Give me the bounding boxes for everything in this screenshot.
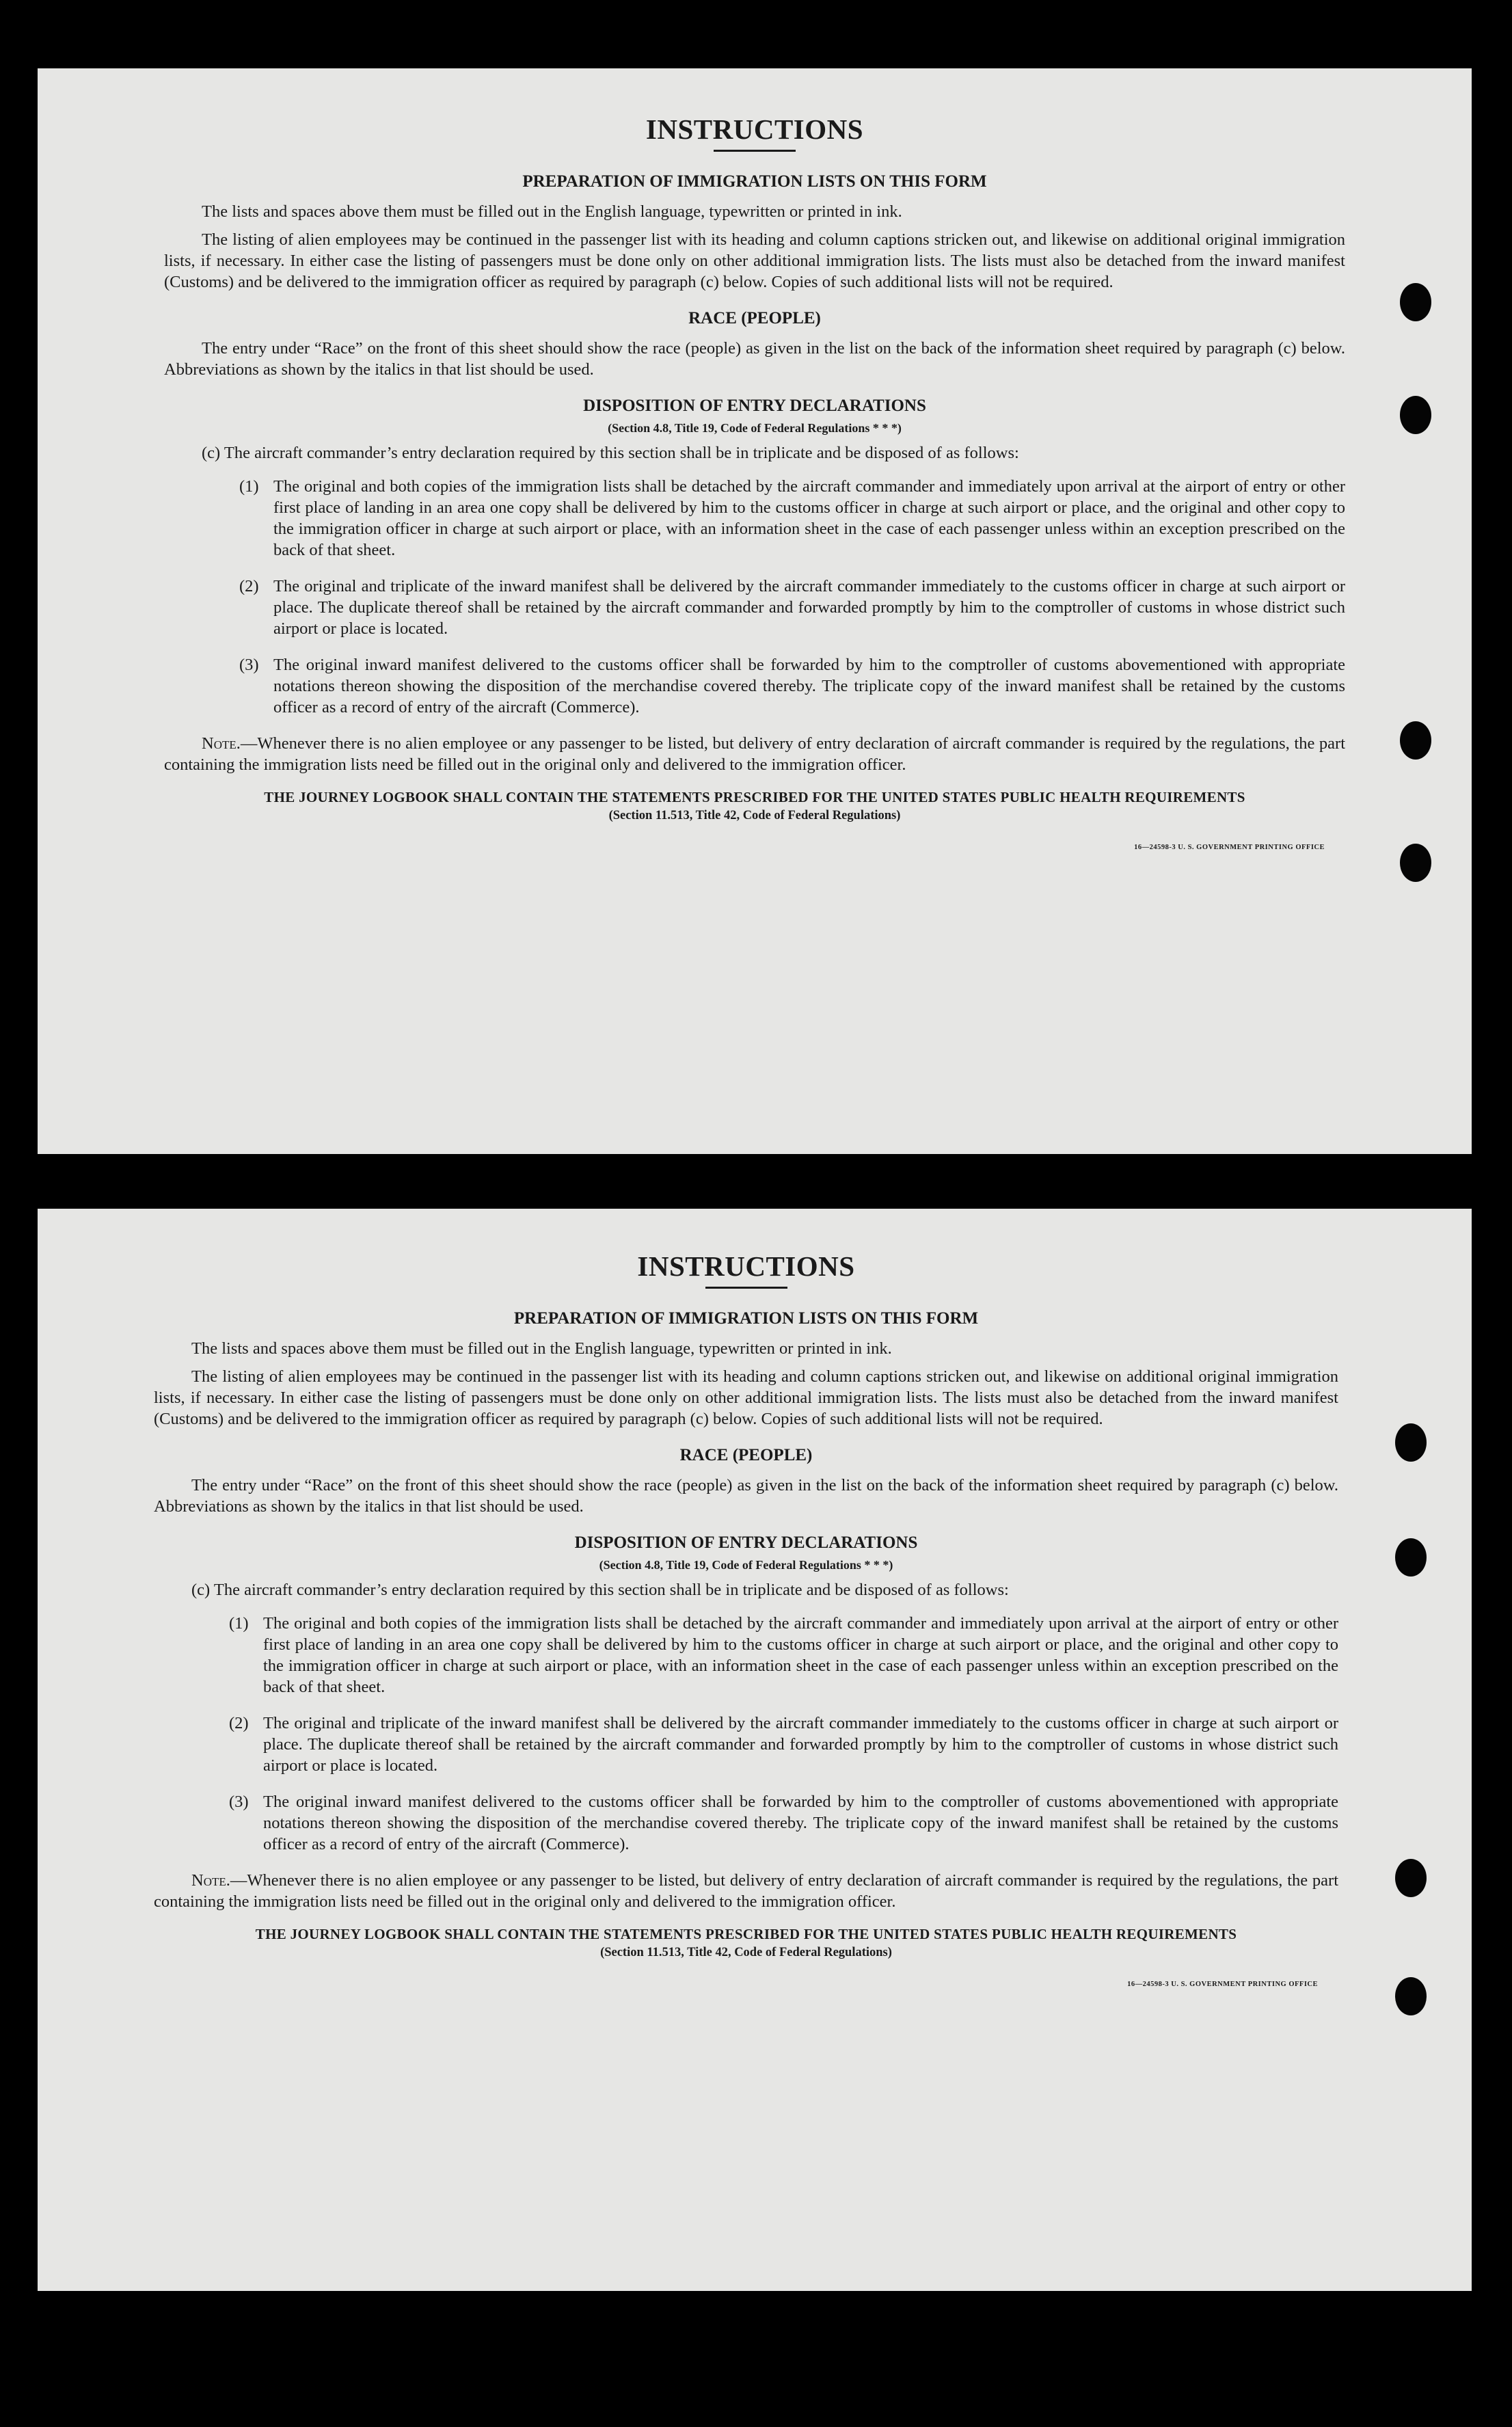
- document-sheet-top: [38, 68, 1472, 1154]
- preparation-heading: PREPARATION OF IMMIGRATION LISTS ON THIS FORM: [513, 1309, 979, 1328]
- item-text: The original and triplicate of the inward manifest shall be delivered by the aircraft commander immediately to the customs officer in charge at such airport or place. The duplicate thereof shall be retained by the aircraft commander and forwarded promptly by him to the comptroller of customs in whose district such airport or place is located.: [273, 577, 1345, 638]
- punch-hole: [1400, 396, 1431, 434]
- race-paragraph: The entry under “Race” on the front of this sheet should show the race (people) as given in the list on the back of the information sheet required by paragraph (c) below. Abbreviations as shown by the italics in that list should be used.: [154, 1476, 1338, 1516]
- item-number: (1): [239, 477, 259, 496]
- item-number: (2): [239, 577, 259, 595]
- item-text: The original and triplicate of the inward manifest shall be delivered by the aircraft commander immediately to the customs officer in charge at such airport or place. The duplicate thereof shall be retained by the aircraft commander and forwarded promptly by him to the comptroller of customs in whose district such airport or place is located.: [263, 1714, 1338, 1775]
- punch-hole: [1395, 1859, 1427, 1897]
- punch-hole: [1400, 283, 1431, 321]
- item-text: The original inward manifest delivered to the customs officer shall be forwarded by him to the comptroller of customs abovementioned with appropriate notations thereon showing the disposition of the merchandise covered thereby. The triplicate copy of the inward manifest shall be retained by the customs officer as a record of entry of the aircraft (Commerce).: [273, 656, 1345, 716]
- note-label: Note.: [202, 734, 241, 753]
- preparation-paragraph-2: The listing of alien employees may be continued in the passenger list with its heading and column captions stricken out, and likewise on additional original immigration lists, if necessary. In either case the listing of passengers must be done only on other additional immigration lists. The lists must also be detached from the inward manifest (Customs) and be delivered to the immigration officer as required by paragraph (c) below. Copies of such additional lists will not be required.: [154, 1367, 1338, 1428]
- note-label: Note.: [191, 1871, 230, 1890]
- document-sheet-bottom: [38, 1209, 1472, 2291]
- clause-c: (c) The aircraft commander’s entry declaration required by this section shall be in triplicate and be disposed of as follows:: [191, 1581, 1009, 1599]
- race-paragraph: The entry under “Race” on the front of this sheet should show the race (people) as given in the list on the back of the information sheet required by paragraph (c) below. Abbreviations as shown by the italics in that list should be used.: [164, 339, 1345, 379]
- list-item: [229, 1613, 1338, 1698]
- printing-office-code: 16—24598-3 U. S. GOVERNMENT PRINTING OFFICE: [1127, 1981, 1318, 1988]
- punch-hole: [1395, 1977, 1427, 2015]
- title-underline: [705, 1287, 787, 1289]
- logbook-statement: THE JOURNEY LOGBOOK SHALL CONTAIN THE STATEMENTS PRESCRIBED FOR THE UNITED STATES PUBLIC HEALTH REQUIREMENTS: [255, 1926, 1237, 1942]
- note-paragraph: [164, 733, 1345, 775]
- preparation-paragraph-1: The lists and spaces above them must be filled out in the English language, typewritten or printed in ink.: [202, 202, 902, 221]
- logbook-statement: THE JOURNEY LOGBOOK SHALL CONTAIN THE STATEMENTS PRESCRIBED FOR THE UNITED STATES PUBLIC HEALTH REQUIREMENTS: [264, 789, 1245, 805]
- punch-hole: [1400, 844, 1431, 882]
- item-text: The original and both copies of the immigration lists shall be detached by the aircraft commander and immediately upon arrival at the airport of entry or other first place of landing in an area one copy shall be delivered by him to the customs officer in charge at such airport or place, and the original and other copy to the immigration officer in charge at such airport or place, with an information sheet in the case of each passenger unless within an exception prescribed on the back of that sheet.: [273, 477, 1345, 559]
- sheet-content: [154, 1250, 1338, 1988]
- list-item: [229, 1791, 1338, 1855]
- punch-hole: [1395, 1538, 1427, 1577]
- logbook-citation: (Section 11.513, Title 42, Code of Federal Regulations): [600, 1946, 892, 1959]
- clause-c: (c) The aircraft commander’s entry declaration required by this section shall be in triplicate and be disposed of as follows:: [202, 444, 1019, 462]
- preparation-paragraph-2: The listing of alien employees may be continued in the passenger list with its heading and column captions stricken out, and likewise on additional original immigration lists, if necessary. In either case the listing of passengers must be done only on other additional immigration lists. The lists must also be detached from the inward manifest (Customs) and be delivered to the immigration officer as required by paragraph (c) below. Copies of such additional lists will not be required.: [164, 230, 1345, 291]
- list-item: [239, 576, 1345, 639]
- punch-hole: [1395, 1423, 1427, 1462]
- race-heading: RACE (PEOPLE): [688, 309, 821, 327]
- list-item: [239, 654, 1345, 718]
- item-number: (3): [229, 1793, 249, 1811]
- item-number: (3): [239, 656, 259, 674]
- note-text: —Whenever there is no alien employee or any passenger to be listed, but delivery of entry declaration of aircraft commander is required by the regulations, the part containing the immigration lists need be filled out in the original only and delivered to the immigration officer.: [164, 734, 1345, 774]
- sheet-title: INSTRUCTIONS: [645, 113, 864, 145]
- preparation-paragraph-1: The lists and spaces above them must be filled out in the English language, typewritten or printed in ink.: [191, 1339, 892, 1358]
- item-text: The original inward manifest delivered to the customs officer shall be forwarded by him to the comptroller of customs abovementioned with appropriate notations thereon showing the disposition of the merchandise covered thereby. The triplicate copy of the inward manifest shall be retained by the customs officer as a record of entry of the aircraft (Commerce).: [263, 1793, 1338, 1853]
- item-number: (2): [229, 1714, 249, 1732]
- list-item: [229, 1713, 1338, 1776]
- title-underline: [714, 150, 796, 152]
- disposition-citation: (Section 4.8, Title 19, Code of Federal Regulations * * *): [608, 421, 902, 435]
- item-text: The original and both copies of the immigration lists shall be detached by the aircraft commander and immediately upon arrival at the airport of entry or other first place of landing in an area one copy shall be delivered by him to the customs officer in charge at such airport or place, and the original and other copy to the immigration officer in charge at such airport or place, with an information sheet in the case of each passenger unless within an exception prescribed on the back of that sheet.: [263, 1614, 1338, 1696]
- sheet-content: [164, 113, 1345, 851]
- sheet-title: INSTRUCTIONS: [637, 1250, 855, 1282]
- note-paragraph: [154, 1870, 1338, 1912]
- disposition-heading: DISPOSITION OF ENTRY DECLARATIONS: [574, 1533, 918, 1552]
- list-item: [239, 476, 1345, 561]
- item-number: (1): [229, 1614, 249, 1633]
- printing-office-code: 16—24598-3 U. S. GOVERNMENT PRINTING OFFICE: [1134, 844, 1325, 851]
- preparation-heading: PREPARATION OF IMMIGRATION LISTS ON THIS FORM: [522, 172, 987, 191]
- note-text: —Whenever there is no alien employee or any passenger to be listed, but delivery of entry declaration of aircraft commander is required by the regulations, the part containing the immigration lists need be filled out in the original only and delivered to the immigration officer.: [154, 1871, 1338, 1911]
- logbook-citation: (Section 11.513, Title 42, Code of Federal Regulations): [608, 809, 901, 822]
- punch-hole: [1400, 721, 1431, 760]
- disposition-heading: DISPOSITION OF ENTRY DECLARATIONS: [583, 397, 926, 415]
- race-heading: RACE (PEOPLE): [679, 1446, 813, 1464]
- disposition-citation: (Section 4.8, Title 19, Code of Federal Regulations * * *): [599, 1558, 893, 1572]
